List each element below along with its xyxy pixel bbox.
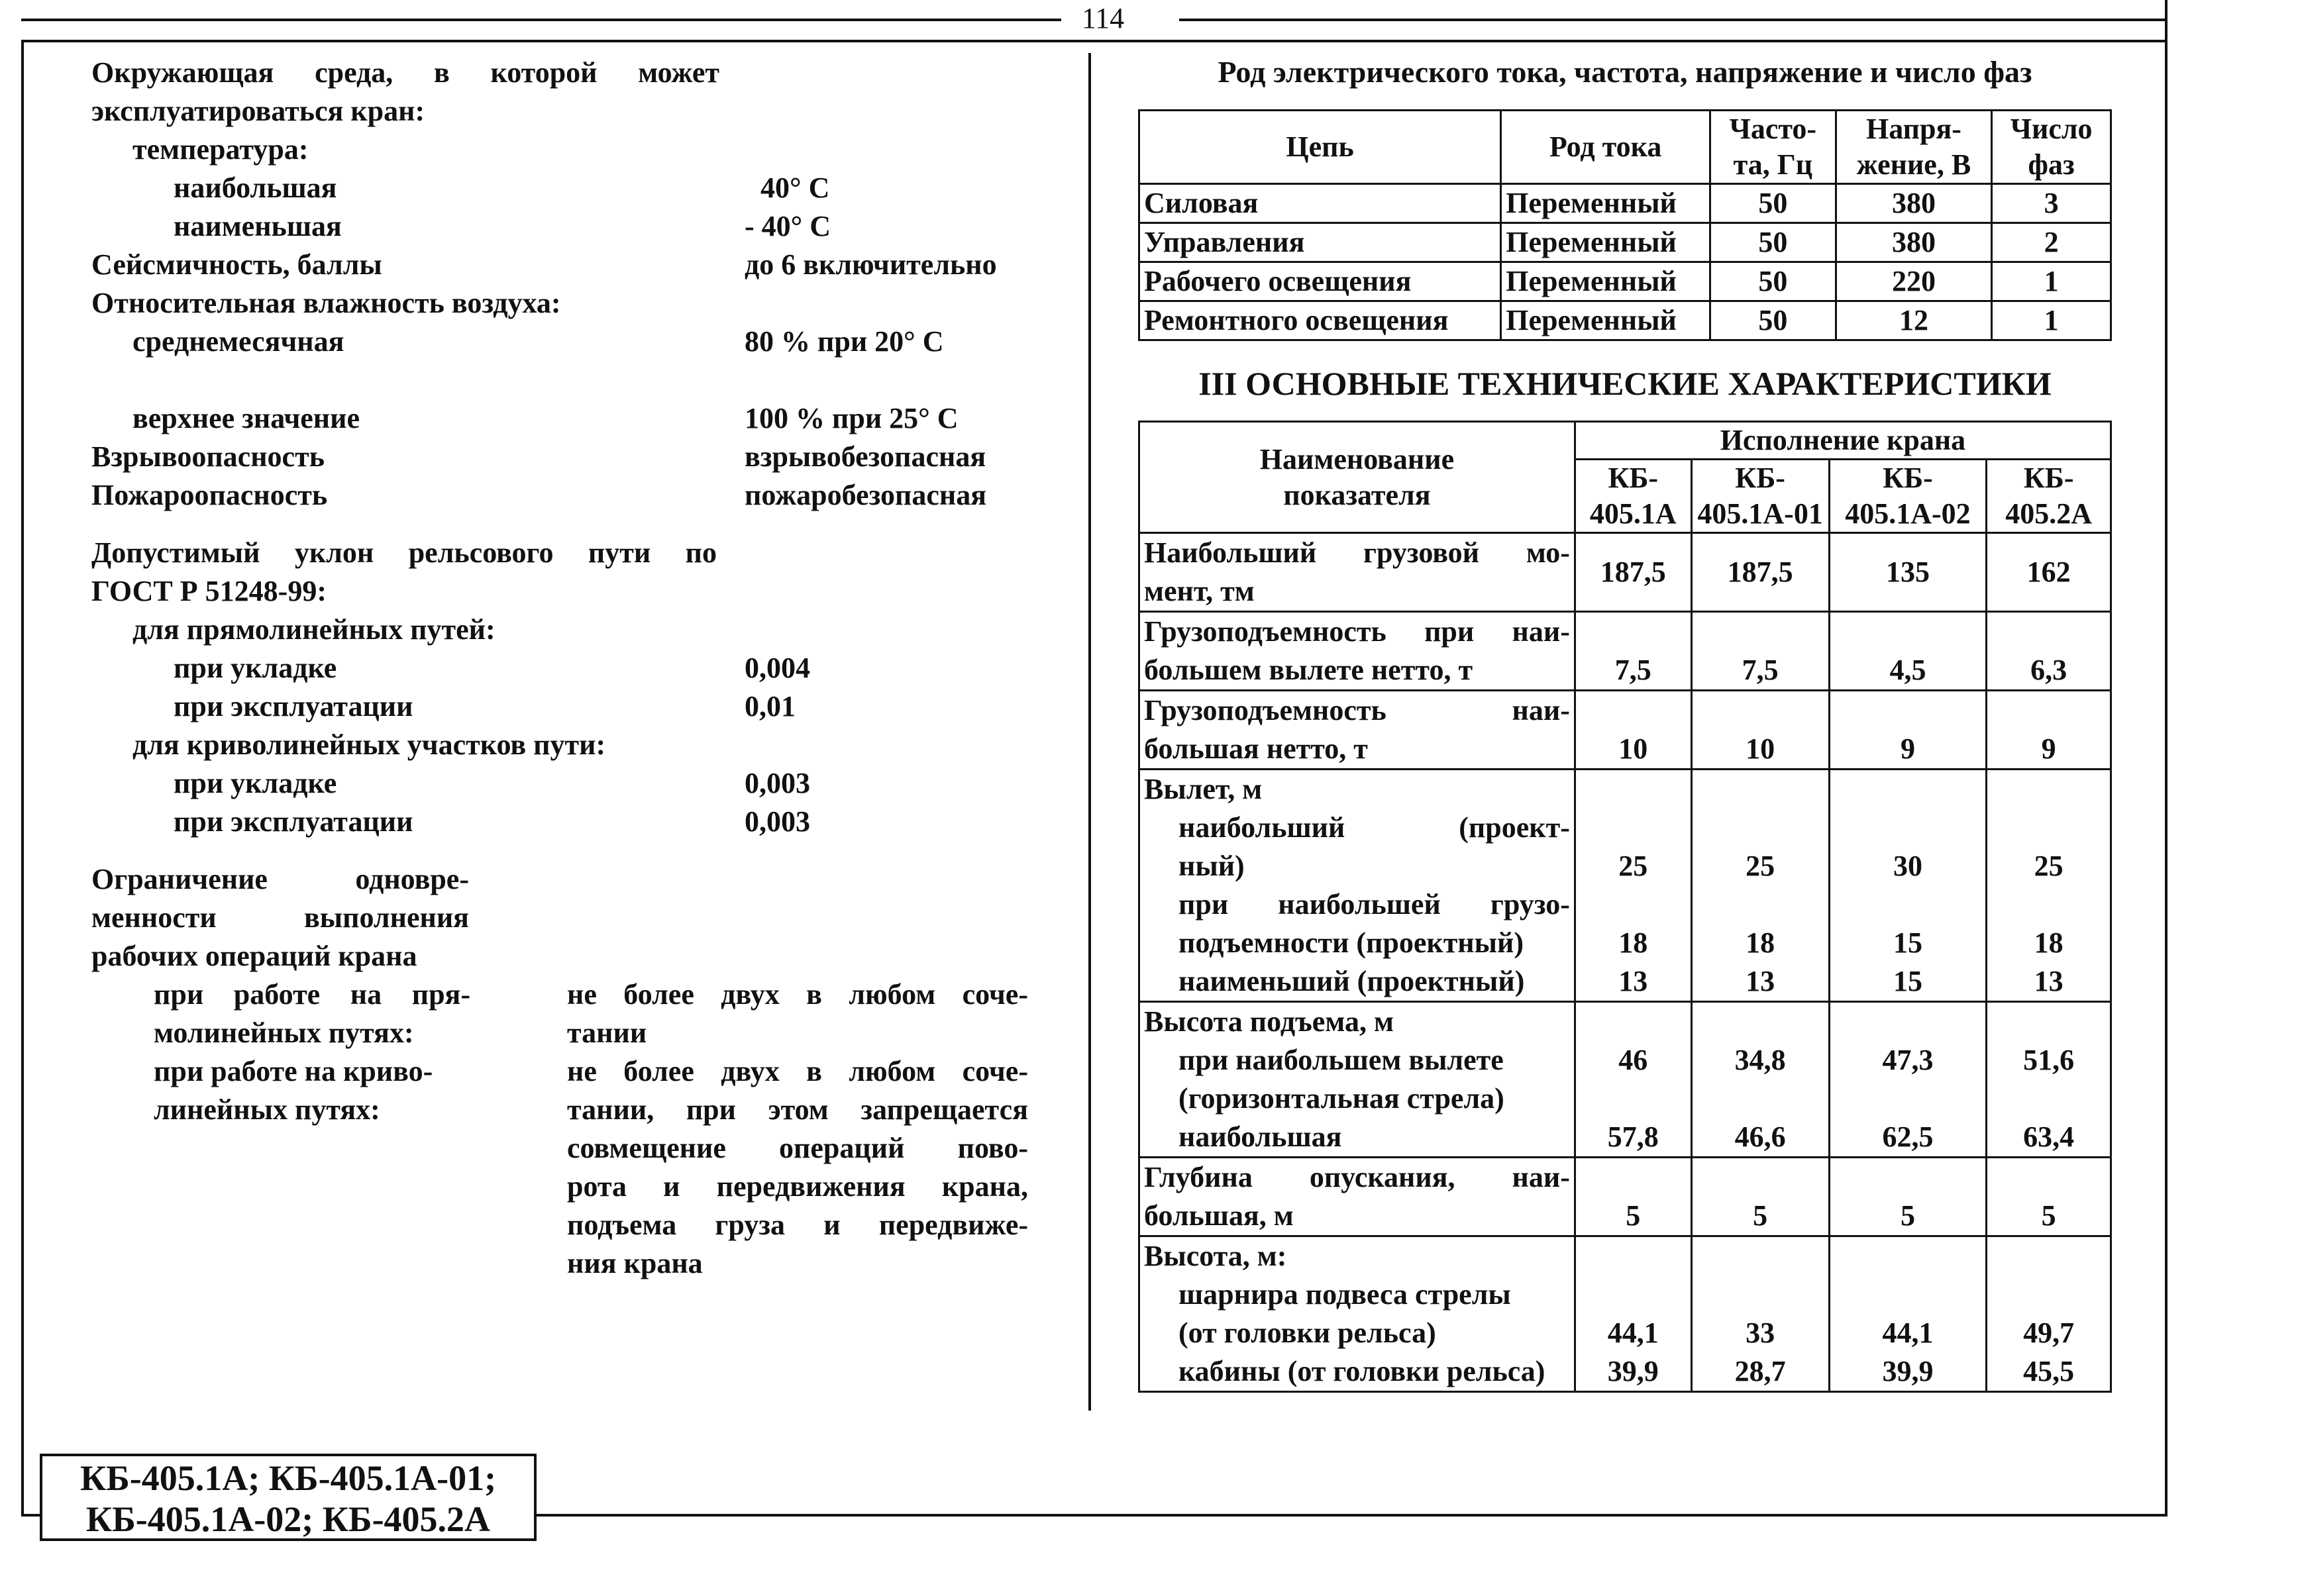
model-line-2: КБ-405.1А-02; КБ-405.2А (85, 1499, 491, 1539)
section-title: III ОСНОВНЫЕ ТЕХНИЧЕСКИЕ ХАРАКТЕРИСТИКИ (1198, 365, 2052, 402)
temp-max-value: 40° С (760, 172, 830, 204)
humidity-upper-label: верхнее значение (132, 402, 360, 434)
table-row (1139, 770, 2111, 1002)
page-number: 114 (1081, 2, 1125, 34)
curved-work-value-5: подъема груза и передвиже- (567, 1209, 1028, 1241)
header-circuit: Цепь (1139, 111, 1501, 184)
cell: 44,1 39,9 (1575, 1236, 1691, 1392)
env-heading-2: эксплуатироваться кран: (91, 95, 425, 127)
straight-paths-label: для прямолинейных путей: (132, 613, 496, 646)
table-row (1139, 223, 2111, 262)
straight-work-label-1: при работе на пря- (154, 978, 470, 1011)
cell: 4,5 (1829, 612, 1987, 691)
header-voltage: Напря- жение, В (1836, 111, 1992, 184)
cell: 380 (1836, 223, 1992, 262)
cell: 34,8 46,6 (1691, 1002, 1829, 1158)
cell: 1 (1992, 262, 2111, 301)
header-phases: Число фаз (1992, 111, 2111, 184)
table-row (1139, 1158, 2111, 1236)
top-rule-left (21, 19, 1061, 21)
straight-laying-label: при укладке (174, 652, 337, 684)
curved-laying-label: при укладке (174, 767, 337, 799)
straight-work-value-1: не более двух в любом соче- (567, 978, 1028, 1011)
cell: 162 (1987, 533, 2111, 612)
header-parameter-name: Наименование показателя (1139, 422, 1575, 533)
cell: 5 (1691, 1158, 1829, 1236)
row-label: Высота, м: шарнира подвеса стрелы (от головки рельса) кабины (от головки рельса) (1139, 1236, 1575, 1392)
row-label: Глубина опускания, наи- большая, м (1139, 1158, 1575, 1236)
curved-work-value-3: совмещение операций пово- (567, 1132, 1028, 1164)
model-line-1: КБ-405.1А; КБ-405.1А-01; (79, 1458, 497, 1498)
table-row (1139, 301, 2111, 340)
cell: 10 (1691, 691, 1829, 770)
humidity-monthly-value: 80 % при 20° С (745, 325, 944, 358)
cell: 2 (1992, 223, 2111, 262)
cell: Переменный (1501, 262, 1710, 301)
seismic-value: до 6 включительно (745, 248, 997, 281)
temperature-label: температура: (132, 133, 309, 166)
row-label: Наибольший грузовой мо- мент, тм (1139, 533, 1575, 612)
cell: 25 18 13 (1987, 770, 2111, 1002)
current-table (1138, 109, 2112, 341)
cell: 46 57,8 (1575, 1002, 1691, 1158)
cell: 187,5 (1691, 533, 1829, 612)
row-label: Высота подъема, м при наибольшем вылете (горизонтальная стрела) наибольшая (1139, 1002, 1575, 1158)
curved-work-value-1: не более двух в любом соче- (567, 1055, 1028, 1087)
table-header-row (1139, 111, 2111, 184)
temp-min-label: наименьшая (174, 210, 342, 242)
table-row (1139, 612, 2111, 691)
table-row (1139, 533, 2111, 612)
cell: Переменный (1501, 223, 1710, 262)
cell: 50 (1710, 301, 1836, 340)
cell: Ремонтного освещения (1139, 301, 1501, 340)
table-row (1139, 1236, 2111, 1392)
row-label: Вылет, м наибольший (проект- ный) при наибольшей грузо- подъемности (проектный) наименьший (проектный) (1139, 770, 1575, 1002)
straight-work-label-2: молинейных путях: (154, 1017, 414, 1049)
curved-paths-label: для криволинейных участков пути: (132, 728, 606, 761)
curved-operation-label: при эксплуатации (174, 805, 413, 838)
seismic-label: Сейсмичность, баллы (91, 248, 382, 281)
specs-table (1138, 421, 2112, 1393)
temp-min-value: - 40° С (745, 210, 831, 242)
cell: 220 (1836, 262, 1992, 301)
column-divider (1088, 53, 1091, 1411)
header-model: КБ- 405.2А (1987, 460, 2111, 533)
cell: 10 (1575, 691, 1691, 770)
straight-operation-label: при эксплуатации (174, 690, 413, 723)
cell: 9 (1829, 691, 1987, 770)
table-row (1139, 184, 2111, 223)
cell: 50 (1710, 262, 1836, 301)
humidity-monthly-label: среднемесячная (132, 325, 344, 358)
cell: Силовая (1139, 184, 1501, 223)
curved-work-label-1: при работе на криво- (154, 1055, 433, 1087)
header-crane-version: Исполнение крана (1575, 422, 2111, 460)
table-header-row (1139, 422, 2111, 460)
table-row (1139, 691, 2111, 770)
cell: Переменный (1501, 184, 1710, 223)
cell: 3 (1992, 184, 2111, 223)
frame-corner (2165, 0, 2167, 42)
humidity-label: Относительная влажность воздуха: (91, 287, 561, 319)
humidity-upper-value: 100 % при 25° С (745, 402, 959, 434)
cell: 7,5 (1575, 612, 1691, 691)
fire-value: пожаробезопасная (745, 479, 987, 511)
cell: 12 (1836, 301, 1992, 340)
slope-heading-2: ГОСТ Р 51248-99: (91, 575, 327, 607)
cell: 135 (1829, 533, 1987, 612)
model-designation-box (40, 1454, 537, 1541)
curved-work-value-6: ния крана (567, 1247, 703, 1279)
cell: 380 (1836, 184, 1992, 223)
cell: Рабочего освещения (1139, 262, 1501, 301)
cell: 33 28,7 (1691, 1236, 1829, 1392)
limit-heading-3: рабочих операций крана (91, 940, 417, 972)
cell: 5 (1987, 1158, 2111, 1236)
straight-operation-value: 0,01 (745, 690, 796, 723)
header-model: КБ- 405.1А (1575, 460, 1691, 533)
cell: 47,3 62,5 (1829, 1002, 1987, 1158)
limit-heading-2: менности выполнения (91, 901, 469, 934)
cell: 25 18 13 (1691, 770, 1829, 1002)
cell: 5 (1829, 1158, 1987, 1236)
cell: 44,1 39,9 (1829, 1236, 1987, 1392)
explosion-value: взрывобезопасная (745, 440, 986, 473)
cell: 5 (1575, 1158, 1691, 1236)
env-heading-1: Окружающая среда, в которой может (91, 56, 719, 89)
cell: 1 (1992, 301, 2111, 340)
cell: 25 18 13 (1575, 770, 1691, 1002)
straight-work-value-2: тании (567, 1017, 647, 1049)
table-row (1139, 1002, 2111, 1158)
header-current-type: Род тока (1501, 111, 1710, 184)
limit-heading-1: Ограничение одновре- (91, 863, 469, 895)
current-table-caption: Род электрического тока, частота, напряжение и число фаз (1218, 55, 2032, 89)
row-label: Грузоподъемность наи- большая нетто, т (1139, 691, 1575, 770)
slope-heading-1: Допустимый уклон рельсового пути по (91, 536, 717, 569)
temp-max-label: наибольшая (174, 172, 337, 204)
curved-work-value-4: рота и передвижения крана, (567, 1170, 1028, 1203)
explosion-label: Взрывоопасность (91, 440, 325, 473)
row-label: Грузоподъемность при наи- большем вылете нетто, т (1139, 612, 1575, 691)
cell: 7,5 (1691, 612, 1829, 691)
curved-laying-value: 0,003 (745, 767, 810, 799)
cell: Переменный (1501, 301, 1710, 340)
cell: 187,5 (1575, 533, 1691, 612)
cell: 49,7 45,5 (1987, 1236, 2111, 1392)
table-row (1139, 262, 2111, 301)
header-frequency: Часто- та, Гц (1710, 111, 1836, 184)
cell: 51,6 63,4 (1987, 1002, 2111, 1158)
curved-operation-value: 0,003 (745, 805, 810, 838)
cell: Управления (1139, 223, 1501, 262)
cell: 6,3 (1987, 612, 2111, 691)
cell: 30 15 15 (1829, 770, 1987, 1002)
cell: 50 (1710, 184, 1836, 223)
top-rule-right (1179, 19, 2167, 21)
header-model: КБ- 405.1А-02 (1829, 460, 1987, 533)
header-model: КБ- 405.1А-01 (1691, 460, 1829, 533)
straight-laying-value: 0,004 (745, 652, 810, 684)
curved-work-label-2: линейных путях: (154, 1093, 380, 1126)
cell: 50 (1710, 223, 1836, 262)
cell: 9 (1987, 691, 2111, 770)
fire-label: Пожароопасность (91, 479, 328, 511)
curved-work-value-2: тании, при этом запрещается (567, 1093, 1028, 1126)
